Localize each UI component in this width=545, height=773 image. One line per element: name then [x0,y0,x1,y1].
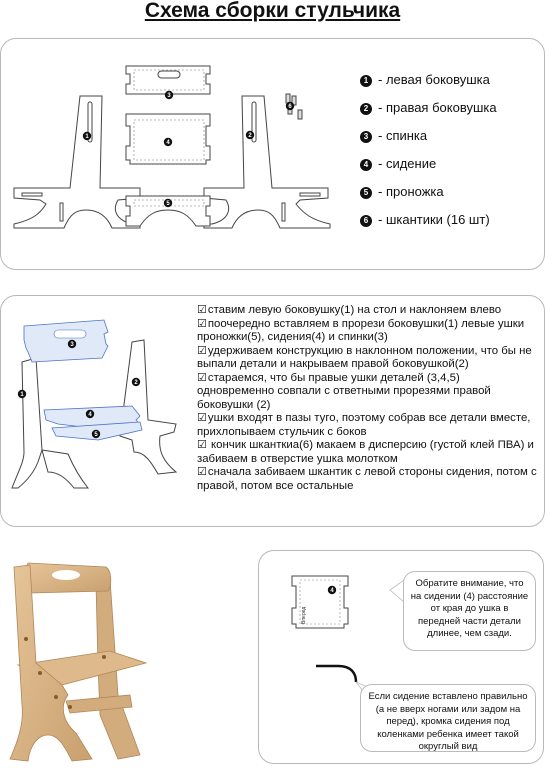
asm-marker-3: 3 [70,342,74,348]
legend-label: - правая боковушка [378,100,497,115]
page-title: Схема сборки стульчика [144,0,401,22]
legend-item [360,183,444,201]
step-item: ☑ставим левую боковушку(1) на стол и наклоняем влево [197,304,502,316]
step-item: ☑поочередно вставляем в прорези боковушки(1) левые ушки проножки(5), сидения(4) и спинки(3) [197,317,525,343]
seat-marker-label: 4 [330,588,334,594]
legend-label: - шкантики (16 шт) [378,212,490,227]
legend-number-icon: 1 [360,75,372,87]
legend-label: - проножка [378,184,444,199]
legend-label: - спинка [378,128,428,143]
marker-2-label: 2 [248,133,252,139]
right-side-part [204,96,330,228]
front-label: Вперед [301,606,307,624]
marker-5-label: 5 [166,201,170,207]
note-rounded-edge: Если сидение вставлено правильно (а не вверх ногами или задом на перед), кромка сидения под коленками ребенка имеет такой округлый вид [360,684,536,752]
legend-item [360,155,436,173]
step-item: ☑ кончик шканткиа(6) макаем в дисперсию (густой клей ПВА) и забиваем в отверстие ушка молотком [197,439,534,465]
legend-number-icon: 6 [360,215,372,227]
legend-number-icon: 4 [360,159,372,171]
checkbox-icon: ☑ [197,317,207,330]
checkbox-icon: ☑ [197,466,207,478]
marker-3-label: 3 [167,93,171,99]
checkbox-icon: ☑ [197,371,207,384]
marker-4-label: 4 [166,140,170,146]
assembly-steps [197,304,537,493]
chair-photo-image [0,545,160,768]
step-item: ☑стараемся, что бы правые ушки деталей (3,4,5) одновременно совпали с ответными прорезями правой боковушки (2) [197,371,491,411]
marker-1-label: 1 [85,134,89,140]
checkbox-icon: ☑ [197,344,207,357]
step-item: ☑удерживаем конструкцию в наклонном положении, что бы не выпали детали и накрываем правой боковушкой(2) [197,344,532,370]
rounded-edge-icon [316,666,356,682]
assembly-drawing [8,312,193,512]
checkbox-icon: ☑ [197,304,207,316]
asm-marker-4: 4 [88,412,92,418]
step-item: ☑сначала забиваем шкантик с левой стороны сидения, потом с правой, потом все остальные [197,466,537,492]
legend-item [360,211,490,229]
step-item: ☑ушки входят в пазы туго, поэтому собрав все детали вместе, прихлопываем стульчик с боков [197,412,531,438]
note-seat-orientation: Обратите внимание, что на сидении (4) расстояние от края до ушка в передней части детали длинее, чем сзади. [403,571,536,651]
legend-item [360,127,427,145]
left-side-part [14,96,140,228]
legend-number-icon: 3 [360,131,372,143]
asm-marker-2: 2 [134,380,138,386]
legend-number-icon: 2 [360,103,372,115]
asm-marker-5: 5 [94,432,98,438]
legend-item [360,71,490,89]
legend-label: - сидение [378,156,437,171]
checkbox-icon: ☑ [197,439,207,451]
marker-6-label: 6 [288,104,292,110]
legend-number-icon: 5 [360,187,372,199]
asm-marker-1: 1 [20,392,24,398]
chair-photo [0,545,160,768]
legend-label: - левая боковушка [378,72,490,87]
legend-item [360,99,497,117]
checkbox-icon: ☑ [197,412,207,424]
